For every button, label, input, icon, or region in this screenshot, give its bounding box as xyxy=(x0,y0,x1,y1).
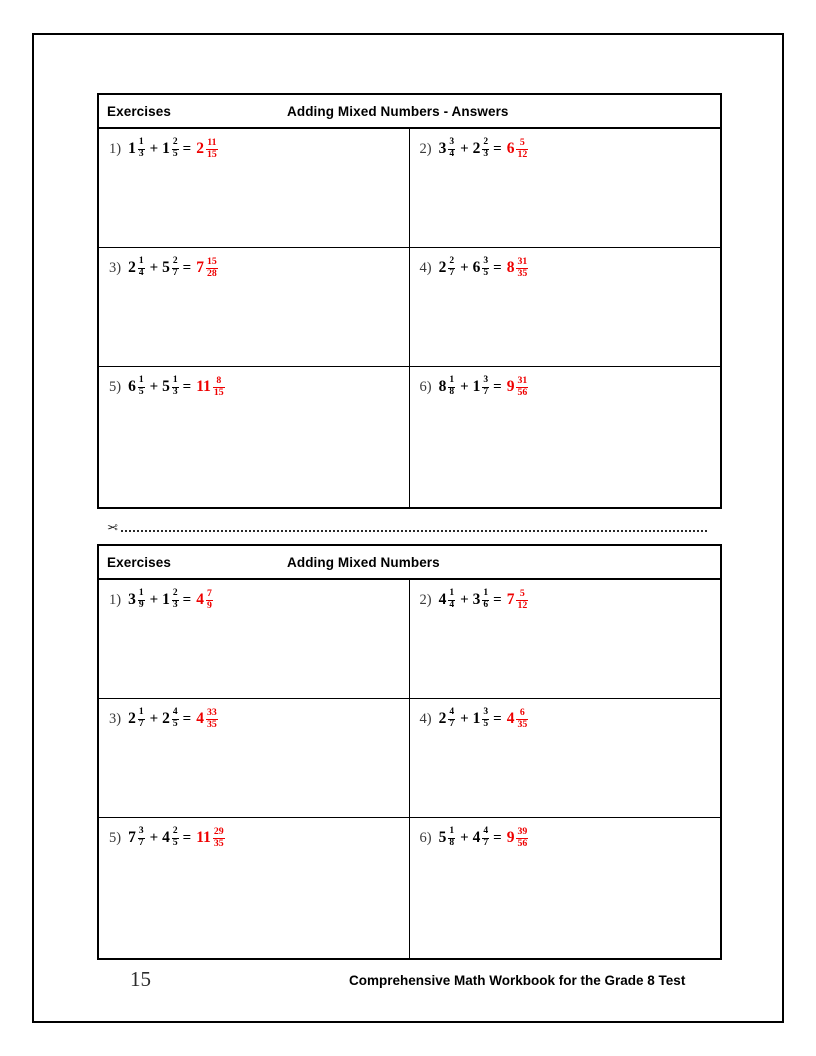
operand-a xyxy=(439,589,457,610)
denominator: 6 xyxy=(483,599,489,610)
problem-number: 6) xyxy=(419,378,432,395)
answer-fraction xyxy=(515,138,529,160)
problem-cell[interactable] xyxy=(99,699,410,817)
fraction xyxy=(171,257,180,278)
whole-number: 4 xyxy=(438,590,447,608)
denominator: 3 xyxy=(138,148,144,159)
exercise-table-practice xyxy=(97,544,722,960)
denominator: 5 xyxy=(483,267,489,278)
numerator: 2 xyxy=(449,256,455,267)
operand-a xyxy=(128,827,146,848)
denominator: 4 xyxy=(138,267,144,278)
problem-cell[interactable] xyxy=(99,248,410,366)
denominator: 3 xyxy=(172,386,178,397)
cut-divider xyxy=(107,518,707,536)
fraction xyxy=(137,257,146,278)
whole-number: 1 xyxy=(472,377,481,395)
answer-fraction xyxy=(515,708,529,730)
denominator: 5 xyxy=(138,386,144,397)
whole-number: 5 xyxy=(162,258,170,276)
denominator: 5 xyxy=(172,718,178,729)
numerator: 4 xyxy=(483,826,489,837)
answer-value xyxy=(196,589,214,611)
problem-number: 5) xyxy=(109,829,122,846)
denominator: 9 xyxy=(138,599,144,610)
whole-number: 2 xyxy=(128,709,136,727)
fraction xyxy=(481,827,490,848)
numerator: 31 xyxy=(517,256,528,267)
math-expression xyxy=(109,708,409,730)
problem-cell[interactable] xyxy=(99,367,410,507)
answer-value xyxy=(507,138,530,160)
denominator: 4 xyxy=(449,148,455,159)
operand-b xyxy=(473,376,491,397)
table-header-practice xyxy=(99,546,720,580)
answer-value xyxy=(196,827,225,849)
answer-whole: 2 xyxy=(196,139,204,157)
worksheet-content xyxy=(97,93,722,960)
fraction xyxy=(137,138,146,159)
answer-fraction xyxy=(205,138,219,160)
numerator: 3 xyxy=(449,137,455,148)
numerator: 5 xyxy=(519,137,525,148)
answer-whole: 11 xyxy=(196,828,211,846)
numerator: 1 xyxy=(449,826,455,837)
math-expression xyxy=(109,138,409,160)
equals-sign: = xyxy=(493,378,502,395)
problem-cell[interactable] xyxy=(99,129,410,247)
whole-number: 8 xyxy=(438,377,447,395)
whole-number: 6 xyxy=(472,258,481,276)
fraction xyxy=(171,376,180,397)
whole-number: 3 xyxy=(472,590,481,608)
answer-fraction xyxy=(515,257,529,279)
operator-plus: + xyxy=(460,829,469,846)
operand-b xyxy=(162,708,180,729)
whole-number: 1 xyxy=(128,139,136,157)
equals-sign: = xyxy=(182,591,192,608)
problem-number: 2) xyxy=(419,591,432,608)
problem-number: 5) xyxy=(109,378,122,395)
answer-whole: 9 xyxy=(506,828,515,846)
denominator: 35 xyxy=(517,267,528,279)
operand-b xyxy=(162,589,180,610)
numerator: 1 xyxy=(172,375,178,386)
numerator: 1 xyxy=(449,588,455,599)
fraction xyxy=(447,138,456,159)
numerator: 6 xyxy=(519,707,525,718)
operand-a xyxy=(439,708,457,729)
operand-b xyxy=(473,138,491,159)
table-row xyxy=(99,699,720,818)
numerator: 1 xyxy=(483,588,489,599)
numerator: 2 xyxy=(172,588,178,599)
operand-a xyxy=(128,589,146,610)
fraction xyxy=(171,138,180,159)
problem-cell[interactable] xyxy=(410,367,721,507)
numerator: 15 xyxy=(206,256,217,267)
answer-value xyxy=(507,589,530,611)
operand-b xyxy=(162,376,180,397)
whole-number: 5 xyxy=(438,828,447,846)
denominator: 56 xyxy=(517,837,528,849)
table-row xyxy=(99,580,720,699)
equals-sign: = xyxy=(493,259,502,276)
answer-whole: 6 xyxy=(506,139,515,157)
problem-number: 1) xyxy=(109,591,122,608)
denominator: 7 xyxy=(483,837,489,848)
denominator: 12 xyxy=(517,148,528,160)
equals-sign: = xyxy=(182,140,192,157)
whole-number: 4 xyxy=(472,828,481,846)
numerator: 29 xyxy=(213,826,224,837)
whole-number: 2 xyxy=(472,139,481,157)
operand-b xyxy=(473,257,491,278)
answer-whole: 9 xyxy=(506,377,515,395)
answer-fraction xyxy=(205,257,219,279)
equals-sign: = xyxy=(493,591,502,608)
numerator: 31 xyxy=(517,375,528,386)
problem-cell[interactable] xyxy=(410,580,721,698)
equals-sign: = xyxy=(182,378,192,395)
numerator: 3 xyxy=(483,375,489,386)
numerator: 2 xyxy=(483,137,489,148)
operand-a xyxy=(439,827,457,848)
equals-sign: = xyxy=(493,140,502,157)
equals-sign: = xyxy=(182,829,192,846)
operator-plus: + xyxy=(149,259,159,276)
denominator: 4 xyxy=(449,599,455,610)
problem-cell[interactable] xyxy=(410,248,721,366)
fraction xyxy=(137,827,146,848)
operand-a xyxy=(128,376,146,397)
math-expression xyxy=(109,376,409,398)
operator-plus: + xyxy=(149,710,159,727)
fraction xyxy=(481,376,490,397)
whole-number: 2 xyxy=(128,258,136,276)
operator-plus: + xyxy=(460,378,469,395)
header-label-exercises: Exercises xyxy=(107,554,171,570)
whole-number: 1 xyxy=(162,590,170,608)
denominator: 8 xyxy=(449,386,455,397)
whole-number: 3 xyxy=(128,590,136,608)
answer-value xyxy=(507,827,530,849)
problem-number: 6) xyxy=(419,829,432,846)
numerator: 1 xyxy=(138,375,144,386)
numerator: 1 xyxy=(138,137,144,148)
denominator: 15 xyxy=(213,386,224,398)
whole-number: 1 xyxy=(472,709,481,727)
answer-whole: 7 xyxy=(506,590,515,608)
math-expression xyxy=(420,827,721,849)
fraction xyxy=(447,827,456,848)
operand-b xyxy=(162,257,180,278)
equals-sign: = xyxy=(182,710,192,727)
denominator: 7 xyxy=(138,718,144,729)
scissors-icon: ✂ xyxy=(107,519,118,535)
math-expression xyxy=(420,257,721,279)
denominator: 15 xyxy=(206,148,217,160)
answer-value xyxy=(196,708,219,730)
answer-fraction xyxy=(205,708,219,730)
problem-cell[interactable] xyxy=(410,818,721,958)
answer-fraction xyxy=(212,376,226,398)
denominator: 7 xyxy=(138,837,144,848)
answer-fraction xyxy=(515,827,529,849)
numerator: 1 xyxy=(138,588,144,599)
denominator: 5 xyxy=(172,148,178,159)
math-expression xyxy=(420,589,721,611)
denominator: 5 xyxy=(483,718,489,729)
math-expression xyxy=(109,257,409,279)
numerator: 3 xyxy=(483,707,489,718)
page-number: 15 xyxy=(130,967,151,991)
fraction xyxy=(481,708,490,729)
numerator: 8 xyxy=(216,375,222,386)
answer-value xyxy=(507,376,530,398)
whole-number: 2 xyxy=(438,709,447,727)
numerator: 4 xyxy=(172,707,178,718)
math-expression xyxy=(109,589,409,611)
fraction xyxy=(447,708,456,729)
operand-a xyxy=(128,138,146,159)
operator-plus: + xyxy=(460,591,469,608)
answer-whole: 4 xyxy=(196,590,204,608)
denominator: 56 xyxy=(517,386,528,398)
denominator: 7 xyxy=(449,267,455,278)
answer-whole: 4 xyxy=(506,709,515,727)
fraction xyxy=(481,589,490,610)
table-header-answers xyxy=(99,95,720,129)
whole-number: 2 xyxy=(162,709,170,727)
fraction xyxy=(171,827,180,848)
operand-a xyxy=(439,257,457,278)
numerator: 39 xyxy=(517,826,528,837)
header-title-answers: Adding Mixed Numbers - Answers xyxy=(287,103,509,119)
problem-number: 2) xyxy=(419,140,432,157)
answer-value xyxy=(196,138,219,160)
page-footer xyxy=(97,965,757,1005)
numerator: 1 xyxy=(138,707,144,718)
answer-value xyxy=(507,708,530,730)
denominator: 35 xyxy=(206,718,217,730)
problem-cell[interactable] xyxy=(99,818,410,958)
numerator: 11 xyxy=(207,137,217,148)
operand-b xyxy=(162,827,180,848)
operator-plus: + xyxy=(460,140,469,157)
worksheet-page xyxy=(32,33,784,1023)
denominator: 35 xyxy=(517,718,528,730)
numerator: 33 xyxy=(206,707,217,718)
problem-number: 3) xyxy=(109,259,122,276)
numerator: 7 xyxy=(206,588,212,599)
numerator: 3 xyxy=(138,826,144,837)
denominator: 3 xyxy=(172,599,178,610)
fraction xyxy=(481,257,490,278)
fraction xyxy=(447,257,456,278)
fraction xyxy=(137,708,146,729)
denominator: 9 xyxy=(206,599,212,611)
answer-whole: 8 xyxy=(506,258,515,276)
problem-number: 3) xyxy=(109,710,122,727)
denominator: 5 xyxy=(172,837,178,848)
whole-number: 2 xyxy=(438,258,447,276)
answer-whole: 7 xyxy=(196,258,204,276)
denominator: 8 xyxy=(449,837,455,848)
numerator: 2 xyxy=(172,826,178,837)
answer-value xyxy=(507,257,530,279)
numerator: 1 xyxy=(138,256,144,267)
operand-a xyxy=(439,376,457,397)
denominator: 28 xyxy=(206,267,217,279)
denominator: 35 xyxy=(213,837,224,849)
whole-number: 1 xyxy=(162,139,170,157)
math-expression xyxy=(420,708,721,730)
answer-value xyxy=(196,376,225,398)
answer-fraction xyxy=(515,589,529,611)
operator-plus: + xyxy=(149,378,159,395)
answer-fraction xyxy=(212,827,226,849)
header-label-exercises: Exercises xyxy=(107,103,171,119)
operator-plus: + xyxy=(149,591,159,608)
problem-number: 1) xyxy=(109,140,122,157)
equals-sign: = xyxy=(493,710,502,727)
operand-a xyxy=(128,257,146,278)
numerator: 5 xyxy=(519,588,525,599)
answer-fraction xyxy=(205,589,214,611)
answer-fraction xyxy=(515,376,529,398)
whole-number: 5 xyxy=(162,377,170,395)
fraction xyxy=(481,138,490,159)
table-row xyxy=(99,129,720,248)
answer-whole: 11 xyxy=(196,377,211,395)
fraction xyxy=(137,589,146,610)
numerator: 1 xyxy=(449,375,455,386)
denominator: 7 xyxy=(449,718,455,729)
denominator: 12 xyxy=(517,599,528,611)
fraction xyxy=(447,376,456,397)
operator-plus: + xyxy=(460,710,469,727)
problem-cell[interactable] xyxy=(410,129,721,247)
numerator: 2 xyxy=(172,137,178,148)
numerator: 4 xyxy=(449,707,455,718)
problem-number: 4) xyxy=(419,710,432,727)
whole-number: 6 xyxy=(128,377,136,395)
problem-cell[interactable] xyxy=(99,580,410,698)
operand-a xyxy=(439,138,457,159)
problem-cell[interactable] xyxy=(410,699,721,817)
denominator: 3 xyxy=(483,148,489,159)
fraction xyxy=(171,589,180,610)
fraction xyxy=(171,708,180,729)
footer-title: Comprehensive Math Workbook for the Grade 8 Test xyxy=(349,973,686,988)
exercise-table-answers xyxy=(97,93,722,509)
whole-number: 3 xyxy=(438,139,447,157)
equals-sign: = xyxy=(493,829,502,846)
operand-a xyxy=(128,708,146,729)
table-row xyxy=(99,367,720,507)
denominator: 7 xyxy=(483,386,489,397)
operand-b xyxy=(473,708,491,729)
problem-number: 4) xyxy=(419,259,432,276)
table-row xyxy=(99,818,720,958)
operand-b xyxy=(473,589,491,610)
operator-plus: + xyxy=(149,829,159,846)
numerator: 3 xyxy=(483,256,489,267)
fraction xyxy=(137,376,146,397)
answer-value xyxy=(196,257,219,279)
dotted-cut-line xyxy=(121,529,707,532)
header-title-practice: Adding Mixed Numbers xyxy=(287,554,440,570)
operator-plus: + xyxy=(149,140,159,157)
table-row xyxy=(99,248,720,367)
fraction xyxy=(447,589,456,610)
equals-sign: = xyxy=(182,259,192,276)
operand-b xyxy=(473,827,491,848)
math-expression xyxy=(109,827,409,849)
operand-b xyxy=(162,138,180,159)
whole-number: 7 xyxy=(128,828,136,846)
answer-whole: 4 xyxy=(196,709,204,727)
numerator: 2 xyxy=(172,256,178,267)
math-expression xyxy=(420,138,721,160)
operator-plus: + xyxy=(460,259,469,276)
math-expression xyxy=(420,376,721,398)
whole-number: 4 xyxy=(162,828,170,846)
denominator: 7 xyxy=(172,267,178,278)
